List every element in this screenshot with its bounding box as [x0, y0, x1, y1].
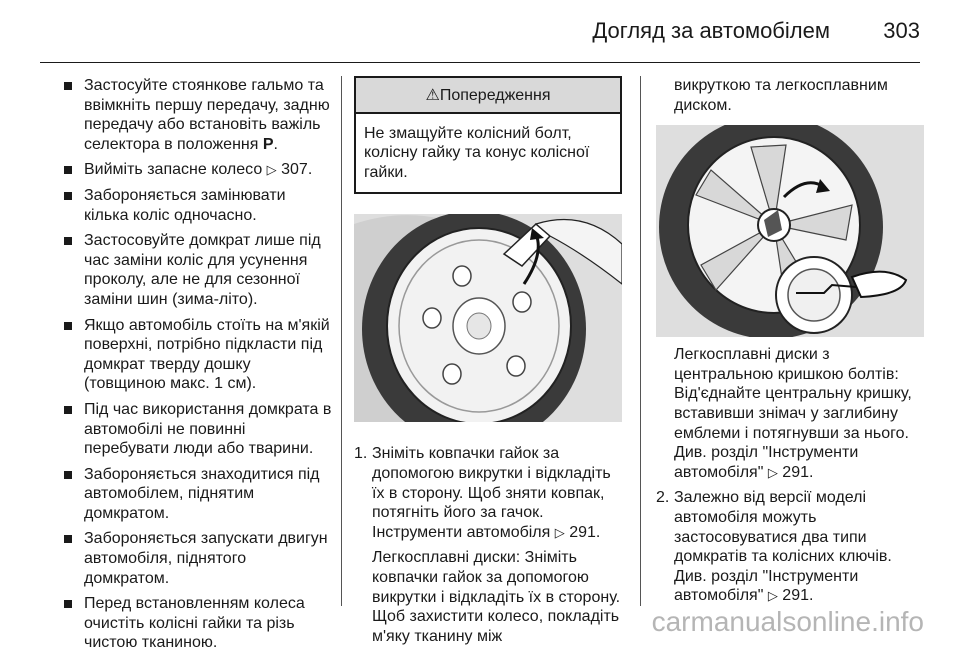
warning-title: Попередження [439, 87, 551, 104]
alloy-wheel-drawing [656, 125, 924, 337]
column-3 [656, 76, 924, 612]
column-2 [354, 76, 626, 652]
warning-triangle-icon: ⚠ [425, 87, 440, 104]
page-ref-icon: ▷ [767, 588, 778, 604]
continuation-text: викруткою та легкосплавним диском. [674, 77, 888, 114]
step-list-2 [656, 488, 924, 606]
column-divider-right [640, 76, 641, 606]
list-item: Застосуйте стоянкове гальмо та ввімкніть першу передачу, задню передачу або встановіть важіль селектора в положення P. [62, 76, 334, 154]
list-item: Забороняється знаходитися під автомобілем, піднятим домкратом. [62, 465, 334, 524]
page-number: 303 [883, 18, 920, 43]
safety-bullet-list [62, 76, 334, 653]
alloy-wheel-illustration [656, 125, 924, 337]
warning-text: Не змащуйте колісний болт, колісну гайку та конус колісної гайки. [364, 124, 590, 181]
list-item: Забороняється запускати двигун автомобіля, піднятого домкратом. [62, 529, 334, 588]
column-divider-left [341, 76, 342, 606]
alloy-step-paragraph: Легкосплавні диски: Зніміть ковпачки гайок за допомогою викрутки і відкладіть їх в сторону. Щоб захистити колесо, покладіть м'яку тканину між [372, 549, 621, 645]
list-item: Під час використання домкрата в автомобілі не повинні перебувати люди або тварини. [62, 400, 334, 459]
alloy-note: Легкосплавні диски з центральною кришкою болтів: Від'єднайте центральну кришку, вставивши знімач у заглибину емблеми і потягнувши за нього. Див. розділ "Інструменти автомобіля" ▷ 291. [674, 346, 912, 481]
wheel-cover-drawing [354, 214, 622, 422]
column-1 [62, 76, 334, 659]
page-ref-icon: ▷ [266, 162, 277, 178]
warning-header [356, 78, 620, 114]
warning-box [354, 76, 622, 194]
page-ref-icon: ▷ [767, 464, 778, 480]
wheel-cover-illustration [354, 214, 622, 422]
list-item: 1. Зніміть ковпачки гайок за допомогою викрутки і відкладіть їх в сторону. Щоб зняти ковпак, потягніть його за гачок. Інструменти автомобіля ▷ 291. Легкосплавні диски: Зніміть ковпачки гайок за допомогою викрутки і відкладіть їх в сторону. Щоб захистити колесо, покладіть м'яку тканину між [354, 444, 626, 646]
page-ref-icon: ▷ [554, 524, 565, 540]
list-item: Вийміть запасне колесо ▷ 307. [62, 160, 334, 180]
list-item: Забороняється замінювати кілька коліс одночасно. [62, 186, 334, 225]
page-header-title: Догляд за автомобілем [592, 18, 830, 43]
list-item: Застосовуйте домкрат лише під час заміни коліс для усунення проколу, але не для сезонної заміни шин (зима-літо). [62, 231, 334, 309]
list-item: Перед встановленням колеса очистіть колісні гайки та різь чистою тканиною. [62, 594, 334, 653]
list-item: Якщо автомобіль стоїть на м'якій поверхні, потрібно підкласти під домкрат тверду дошку (товщиною макс. 1 см). [62, 316, 334, 394]
header-rule [40, 62, 920, 63]
list-item: 2. Залежно від версії моделі автомобіля можуть застосовуватися два типи домкратів та колісних ключів. Див. розділ "Інструменти автомобіля" ▷ 291. [656, 489, 892, 605]
step-list-1 [354, 444, 626, 646]
watermark: carmanualsonline.info [651, 606, 924, 637]
